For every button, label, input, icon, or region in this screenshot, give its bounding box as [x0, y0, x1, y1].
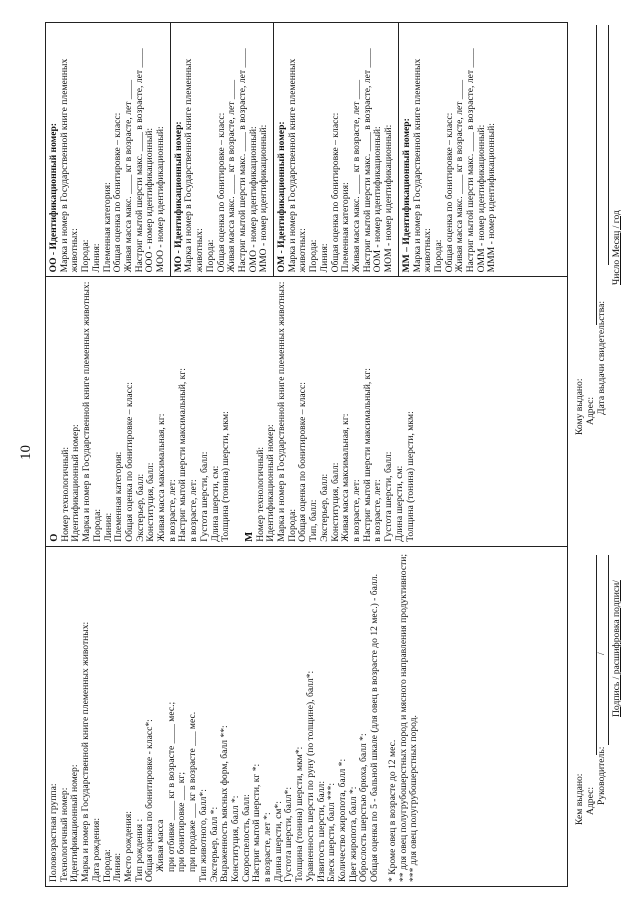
oo-line: Линия:	[90, 243, 102, 273]
mo-title: МО - Идентификационный номер:	[172, 121, 184, 273]
om-title: ОМ - Идентификационный номер:	[276, 121, 288, 273]
oo-line: МОО - номер идентификационный:	[155, 126, 167, 273]
issued-to-label: Кому выдано:	[574, 378, 585, 435]
animal-info-line: Длина шерсти, см*:	[272, 801, 284, 882]
section-om	[274, 23, 399, 276]
section-mo	[171, 23, 274, 276]
animal-info-line: Цвет жиропота, балл *:	[347, 786, 359, 882]
animal-info-line: Общая оценка по 5 - бальной шкале (для овец в возрасте до 12 мес.) - балл.	[369, 574, 381, 882]
animal-info-line: Экстерьер, балл *:	[208, 806, 220, 882]
mm-title: ММ – Идентификационный номер:	[400, 118, 412, 273]
issue-date-line	[598, 25, 609, 265]
mother-line: Настриг мытой шерсти максимальный, кг:	[361, 368, 373, 542]
om-line: Марка и номер в Государственной книге племенных животных:	[286, 58, 309, 273]
father-heading: О	[49, 533, 60, 542]
issue-date-label: Дата выдачи свидетельства:	[596, 300, 607, 415]
page-number: 10	[18, 445, 34, 460]
om-line: МОМ - номер идентификационный:	[383, 124, 395, 273]
oo-line: Живая масса макс. ____ кг в возрасте, лет ____	[122, 79, 134, 273]
om-line: ООМ - номер идентификационный:	[372, 126, 384, 273]
mm-line: Общая оценка по бонитировке – класс:	[443, 112, 455, 273]
mother-line: Конституция, балл:	[329, 462, 341, 542]
mother-line: Длина шерсти, см:	[393, 465, 405, 542]
mother-line: Порода:	[286, 508, 298, 542]
animal-info-line: Тип животного, балл*:	[197, 789, 209, 882]
issuer-address-label: Адрес:	[585, 786, 596, 815]
animal-info-line: Скороспелость, балл:	[240, 794, 252, 882]
issued-by-label: Кем выдано:	[574, 773, 585, 825]
mother-line: Общая оценка по бонитировке – класс:	[297, 382, 309, 542]
oo-line: Общая оценка по бонитировке – класс:	[112, 112, 124, 273]
father-line: Линия:	[102, 512, 114, 542]
date-caption: Число Месяц / год	[611, 210, 622, 285]
father-line: Племенная категория:	[113, 451, 125, 542]
father-line: Настриг мытой шерсти максимальный, кг:	[177, 368, 189, 542]
oo-line: ООО - номер идентификационный:	[144, 127, 156, 273]
animal-info-line: Порода:	[101, 849, 113, 882]
recipient-address-line	[586, 25, 597, 325]
mm-line: Живая масса макс. ____ кг в возрасте, лет ____	[454, 79, 466, 273]
animal-info-line: Идентификационный номер:	[69, 764, 81, 882]
animal-info-line: Тип рождения :	[133, 818, 145, 882]
pedigree-table	[45, 22, 568, 887]
animal-info-line: Густота шерсти, балл*:	[283, 786, 295, 882]
animal-info-line: Линия:	[112, 853, 124, 882]
mother-line: в возрасте, лет:	[350, 479, 362, 542]
father-line: Идентификационный номер:	[70, 424, 82, 542]
animal-info-line: Конституция, балл *:	[229, 795, 241, 882]
father-line: Живая масса максимальная, кг:	[156, 413, 168, 542]
director-label: Руководитель:	[596, 746, 607, 805]
father-line: Экстерьер, балл:	[134, 473, 146, 542]
mo-line: ОМО - номер идентификационный:	[247, 126, 259, 273]
animal-info-line: Блеск шерсти, балл ***:	[326, 782, 338, 882]
father-line: Толщина (тонина) шерсти, мкм:	[220, 411, 232, 542]
mm-line: Марка и номер в Государственной книге племенных животных:	[411, 58, 434, 273]
animal-info-line: Общая оценка по бонитировке - класс*:	[144, 719, 156, 882]
section-oo	[46, 23, 171, 276]
father-line: Густота шерсти, балл:	[198, 451, 210, 542]
animal-info-line: Живая масса	[155, 819, 167, 872]
mother-line: Марка и номер в Государственной книге племенных животных:	[276, 281, 288, 542]
oo-line: Племенная категория:	[101, 182, 113, 273]
mm-line: МММ - номер идентификационный:	[486, 123, 498, 273]
mother-lines	[256, 281, 417, 541]
om-line: Настриг мытой шерсти макс. ____ в возрасте, лет ____	[361, 48, 373, 273]
animal-info-line: при отбивке ____ кг в возрасте ____ мес.;	[165, 701, 177, 872]
signature-slash: /	[596, 652, 607, 655]
mother-line: Экстерьер, балл:	[318, 473, 330, 542]
mother-heading: М	[243, 531, 255, 542]
animal-info-line: Количество жиропота, балл *:	[336, 758, 348, 882]
father-line: в возрасте, лет:	[188, 479, 200, 542]
footnote-line: ** для овец полугрубошерстных пород и мясного направления продуктивности;	[397, 553, 409, 882]
mother-line: Номер технологичный:	[254, 446, 266, 542]
animal-info-column	[46, 547, 567, 886]
mother-line: Густота шерсти, балл:	[383, 451, 395, 542]
animal-info-line: Выраженность мясных форм, балл **:	[219, 725, 231, 882]
om-line: Племенная категория:	[340, 182, 352, 273]
oo-line: Марка и номер в Государственной книге племенных животных:	[58, 58, 81, 273]
mother-line: в возрасте, лет:	[372, 479, 384, 542]
animal-info-line: Уравненность шерсти по руну (по толщине), балл*:	[304, 670, 316, 882]
animal-info-line: Оброслость шерстью брюха, балл *:	[358, 733, 370, 882]
om-line: Живая масса макс. ____ кг в возрасте, лет ____	[350, 79, 362, 273]
father-line: Длина шерсти, см:	[209, 465, 221, 542]
mm-line: ОММ - номер идентификационный:	[475, 124, 487, 273]
mo-line: Живая масса макс. ____ кг в возрасте, лет ____	[226, 79, 238, 273]
father-line: Порода:	[91, 508, 103, 542]
mother-line: Толщина (тонина) шерсти, мкм:	[404, 411, 416, 542]
animal-info-line: Место рождения:	[122, 811, 134, 882]
mo-line: Настриг мытой шерсти макс. ____ в возрасте, лет ____	[236, 48, 248, 273]
mother-line: Идентификационный номер:	[265, 424, 277, 542]
animal-info-lines	[49, 551, 381, 882]
mo-line: Марка и номер в Государственной книге племенных животных:	[183, 58, 206, 273]
animal-info-line: при бонитировке ___ кг;	[176, 772, 188, 872]
animal-info-line: при продаже ___ кг в возрасте ___ мес.	[187, 711, 199, 872]
footnote-line: *** для овец полугрубошерстных пород.	[408, 715, 420, 882]
om-line: Линия:	[318, 243, 330, 273]
section-mm	[399, 23, 501, 276]
animal-info-line: Извитость шерсти, балл:	[315, 781, 327, 882]
om-line: Общая оценка по бонитировке – класс:	[329, 112, 341, 273]
oo-line: Порода:	[80, 239, 92, 273]
mother-line: Живая масса максимальная, кг:	[340, 413, 352, 542]
animal-info-line: Марка и номер в Государственной книге племенных животных:	[80, 621, 92, 882]
animal-info-line: Настриг мытой шерсти, кг *:	[251, 763, 263, 882]
issuer-address-line	[586, 555, 597, 755]
father-line: в возрасте, лет:	[166, 479, 178, 542]
om-line: Порода:	[308, 239, 320, 273]
father-lines	[61, 281, 232, 541]
animal-info-line: Технологичный номер:	[58, 787, 70, 882]
signature-caption: Подпись / расшифровка подписи/	[611, 580, 622, 717]
father-line: Марка и номер в Государственной книге племенных животных:	[81, 281, 93, 542]
issued-by-block	[574, 747, 607, 825]
animal-info-line: Дата рождения:	[90, 818, 102, 882]
father-line: Конституция, балл:	[145, 462, 157, 542]
footnotes	[388, 551, 420, 882]
father-line: Номер технологичный:	[59, 446, 71, 542]
director-line	[598, 555, 609, 745]
mo-line: ММО - номер идентификационный:	[258, 124, 270, 273]
footnote-line: * Кроме овец в возрасте до 12 мес.	[386, 739, 398, 882]
oo-title: ОО - Идентификационный номер:	[48, 122, 59, 273]
animal-info-line: в возрасте, лет *:	[262, 812, 274, 882]
recipient-address-label: Адрес:	[585, 396, 596, 425]
animal-info-line: Половозрастная группа:	[48, 783, 59, 882]
mo-line: Общая оценка по бонитировке – класс:	[215, 112, 227, 273]
oo-line: Настриг мытой шерсти макс. ____ в возрасте, лет ____	[133, 48, 145, 273]
father-line: Общая оценка по бонитировке – класс:	[123, 382, 135, 542]
parents-column	[46, 277, 567, 546]
mo-line: Порода:	[204, 239, 216, 273]
mother-line: Тип, балл:	[308, 499, 320, 542]
mm-line: Порода:	[432, 239, 444, 273]
mm-line: Настриг мытой шерсти макс. ____ в возрасте, лет ____	[465, 48, 477, 273]
grandparents-column	[46, 23, 567, 277]
animal-info-line: Толщина (тонина) шерсти, мкм*:	[294, 746, 306, 882]
